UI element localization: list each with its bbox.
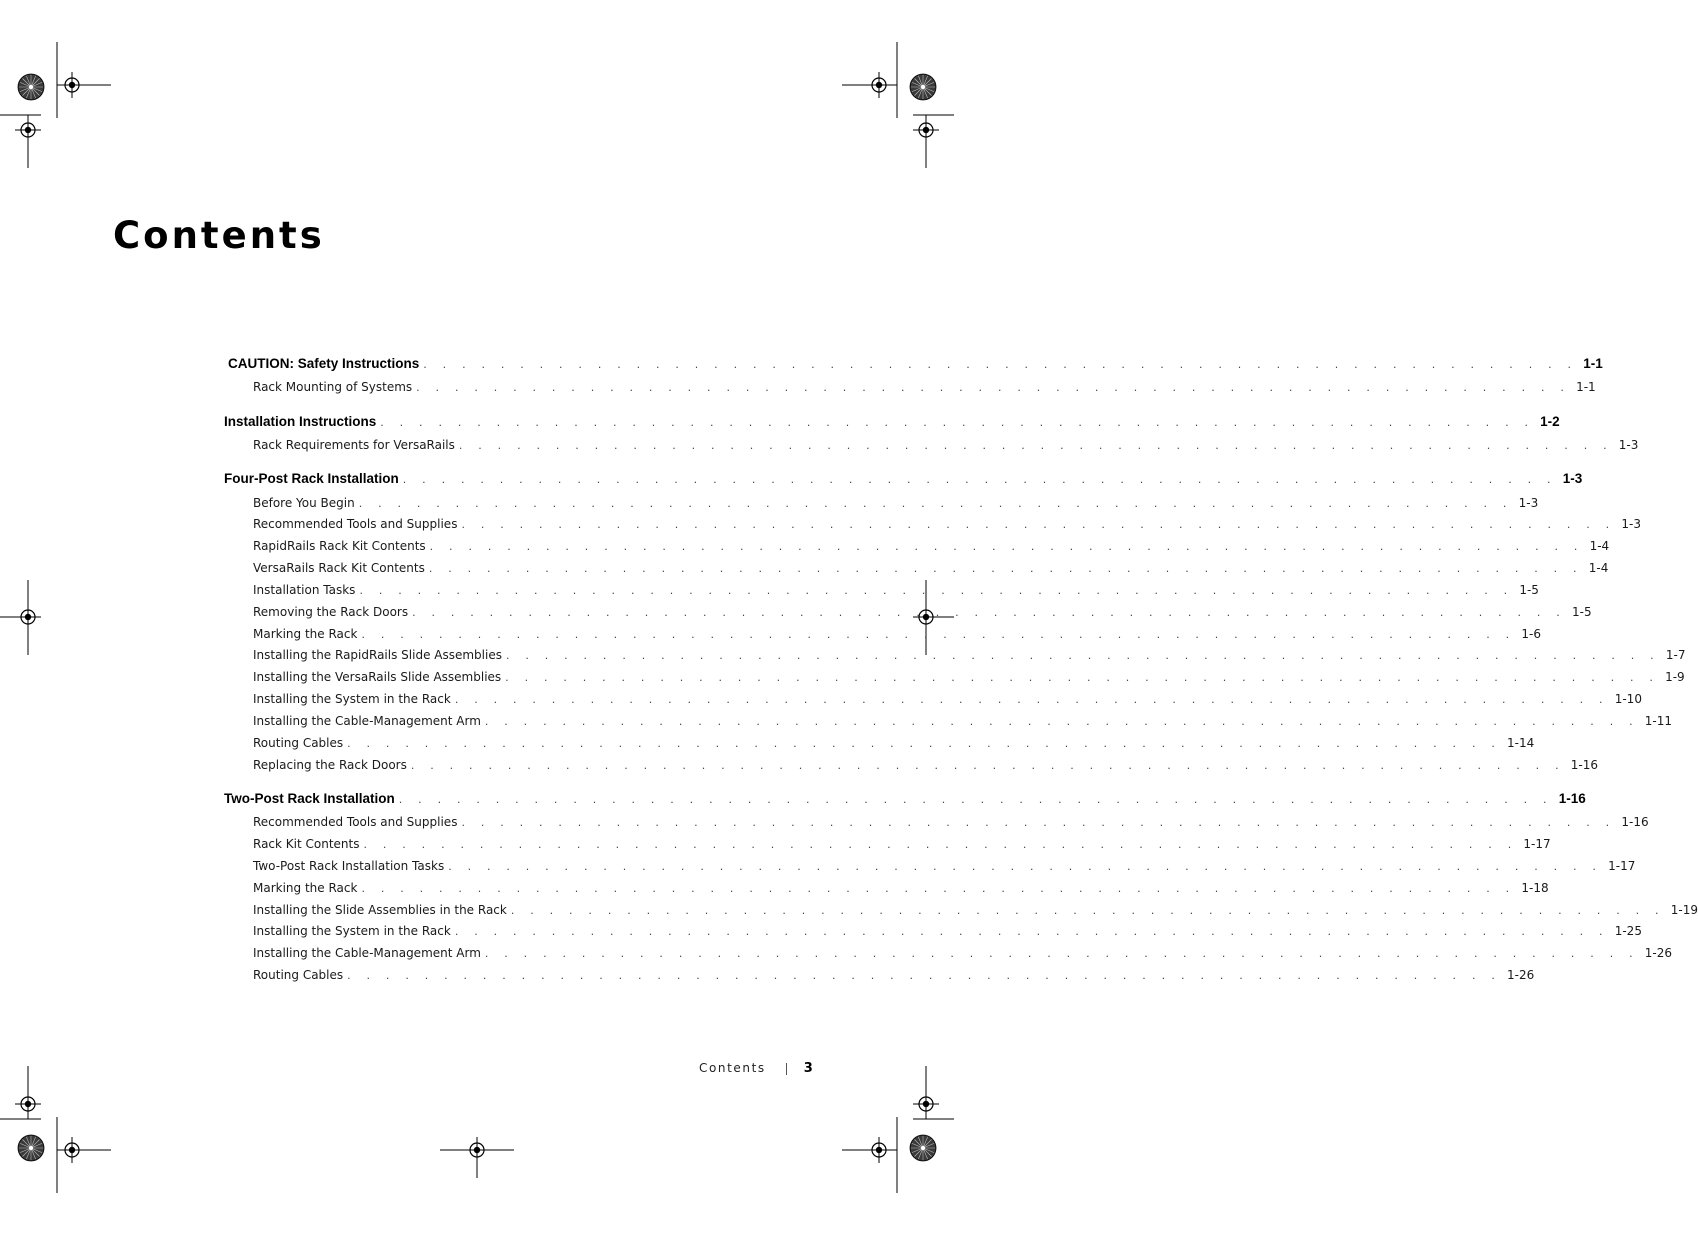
toc-entry[interactable] [253, 714, 1673, 732]
toc-leader-dots: . . . . . . . . . . . . . . . . . . . . . . . . . . . . . . . . . . . . . . . . . . . . . . . . . . . . . . . . . . . . [429, 540, 1584, 553]
toc-leader-dots: . . . . . . . . . . . . . . . . . . . . . . . . . . . . . . . . . . . . . . . . . . . . . . . . . . . . . . . . . . . . [363, 838, 1518, 851]
toc-section[interactable] [224, 471, 1583, 489]
toc-leader-dots: . . . . . . . . . . . . . . . . . . . . . . . . . . . . . . . . . . . . . . . . . . . . . . . . . . . . . . . . . . . . [428, 562, 1583, 575]
toc-page-number: 1-16 [1621, 815, 1649, 829]
toc-leader-dots: . . . . . . . . . . . . . . . . . . . . . . . . . . . . . . . . . . . . . . . . . . . . . . . . . . . . . . . . . . . . [448, 860, 1603, 873]
toc-leader-dots: . . . . . . . . . . . . . . . . . . . . . . . . . . . . . . . . . . . . . . . . . . . . . . . . . . . . . . . . . . . . [461, 816, 1616, 829]
toc-label: Routing Cables [253, 736, 344, 750]
toc-entry[interactable] [253, 670, 1685, 688]
toc-page-number: 1-4 [1588, 561, 1609, 575]
toc-page-number: 1-1 [1583, 356, 1603, 371]
toc-entry[interactable] [253, 605, 1592, 623]
toc-label: Marking the Rack [253, 627, 358, 641]
toc-leader-dots: . . . . . . . . . . . . . . . . . . . . . . . . . . . . . . . . . . . . . . . . . . . . . . . . . . . . . . . . . . . . [454, 925, 1609, 938]
toc-section[interactable] [228, 356, 1603, 374]
toc-label: CAUTION: Safety Instructions [228, 356, 420, 371]
toc-page-number: 1-25 [1614, 924, 1642, 938]
toc-page-number: 1-16 [1570, 758, 1599, 772]
toc-leader-dots: . . . . . . . . . . . . . . . . . . . . . . . . . . . . . . . . . . . . . . . . . . . . . . . . . . . . . . . . . . . . [461, 518, 1616, 531]
toc-label: Installing the System in the Rack [253, 692, 451, 706]
toc-page-number: 1-3 [1562, 471, 1583, 486]
page-number: 3 [803, 1061, 813, 1076]
toc-page-number: 1-17 [1608, 859, 1636, 873]
toc-page-number: 1-11 [1644, 714, 1673, 728]
toc-entry[interactable] [253, 539, 1610, 557]
toc-entry[interactable] [253, 758, 1599, 776]
toc-label: Four-Post Rack Installation [224, 471, 399, 486]
toc-label: Rack Kit Contents [253, 837, 360, 851]
toc-entry[interactable] [253, 517, 1641, 535]
toc-leader-dots: . . . . . . . . . . . . . . . . . . . . . . . . . . . . . . . . . . . . . . . . . . . . . . . . . . . . . . . . . . . . [458, 439, 1613, 452]
toc-label: Installing the Cable-Management Arm [253, 946, 481, 960]
toc-page-number: 1-1 [1576, 380, 1596, 394]
toc-leader-dots: . . . . . . . . . . . . . . . . . . . . . . . . . . . . . . . . . . . . . . . . . . . . . . . . . . . . . . . . . . . . [358, 497, 1513, 510]
toc-leader-dots: . . . . . . . . . . . . . . . . . . . . . . . . . . . . . . . . . . . . . . . . . . . . . . . . . . . . . . . . . . . . [484, 715, 1639, 728]
toc-entry[interactable] [253, 380, 1596, 398]
toc-leader-dots: . . . . . . . . . . . . . . . . . . . . . . . . . . . . . . . . . . . . . . . . . . . . . . . . . . . . . . . . . . . . [347, 737, 1502, 750]
toc-leader-dots: . . . . . . . . . . . . . . . . . . . . . . . . . . . . . . . . . . . . . . . . . . . . . . . . . . . . . . . . . . . . [380, 416, 1535, 429]
toc-leader-dots: . . . . . . . . . . . . . . . . . . . . . . . . . . . . . . . . . . . . . . . . . . . . . . . . . . . . . . . . . . . . [410, 759, 1565, 772]
toc-page-number: 1-18 [1521, 881, 1549, 895]
toc-entry[interactable] [253, 496, 1539, 514]
page-title: Contents [113, 214, 325, 257]
toc-leader-dots: . . . . . . . . . . . . . . . . . . . . . . . . . . . . . . . . . . . . . . . . . . . . . . . . . . . . . . . . . . . . [484, 947, 1639, 960]
toc-label: RapidRails Rack Kit Contents [253, 539, 426, 553]
toc-entry[interactable] [253, 692, 1642, 710]
footer-label: Contents [699, 1061, 766, 1075]
toc-label: Rack Mounting of Systems [253, 380, 413, 394]
toc-label: Installing the RapidRails Slide Assemblies [253, 648, 502, 662]
toc-leader-dots: . . . . . . . . . . . . . . . . . . . . . . . . . . . . . . . . . . . . . . . . . . . . . . . . . . . . . . . . . . . . [361, 882, 1516, 895]
toc-leader-dots: . . . . . . . . . . . . . . . . . . . . . . . . . . . . . . . . . . . . . . . . . . . . . . . . . . . . . . . . . . . . [361, 628, 1516, 641]
toc-leader-dots: . . . . . . . . . . . . . . . . . . . . . . . . . . . . . . . . . . . . . . . . . . . . . . . . . . . . . . . . . . . . [416, 381, 1571, 394]
toc-entry[interactable] [253, 924, 1642, 942]
toc-page-number: 1-19 [1670, 903, 1698, 917]
toc-page-number: 1-2 [1540, 414, 1560, 429]
toc-label: Rack Requirements for VersaRails [253, 438, 455, 452]
toc-page-number: 1-17 [1523, 837, 1551, 851]
toc-entry[interactable] [253, 648, 1686, 666]
toc-label: Marking the Rack [253, 881, 358, 895]
toc-page-number: 1-9 [1665, 670, 1685, 684]
toc-page-number: 1-5 [1572, 605, 1592, 619]
toc-label: Installing the VersaRails Slide Assemblies [253, 670, 502, 684]
toc-entry[interactable] [253, 561, 1609, 579]
toc-label: Installing the System in the Rack [253, 924, 451, 938]
toc-page-number: 1-7 [1665, 648, 1686, 662]
toc-entry[interactable] [253, 946, 1673, 964]
toc-label: Recommended Tools and Supplies [253, 517, 458, 531]
toc-leader-dots: . . . . . . . . . . . . . . . . . . . . . . . . . . . . . . . . . . . . . . . . . . . . . . . . . . . . . . . . . . . . [505, 649, 1660, 662]
toc-leader-dots: . . . . . . . . . . . . . . . . . . . . . . . . . . . . . . . . . . . . . . . . . . . . . . . . . . . . . . . . . . . . [402, 473, 1557, 486]
page-footer [699, 1061, 813, 1076]
toc-page-number: 1-6 [1521, 627, 1541, 641]
toc-page-number: 1-26 [1507, 968, 1535, 982]
toc-leader-dots: . . . . . . . . . . . . . . . . . . . . . . . . . . . . . . . . . . . . . . . . . . . . . . . . . . . . . . . . . . . . [412, 606, 1566, 619]
toc-entry[interactable] [253, 627, 1541, 645]
toc-label: Removing the Rack Doors [253, 605, 409, 619]
toc-label: Two-Post Rack Installation [224, 791, 395, 806]
toc-leader-dots: . . . . . . . . . . . . . . . . . . . . . . . . . . . . . . . . . . . . . . . . . . . . . . . . . . . . . . . . . . . . [359, 584, 1514, 597]
toc-section[interactable] [224, 791, 1586, 809]
toc-page-number: 1-14 [1507, 736, 1535, 750]
toc-leader-dots: . . . . . . . . . . . . . . . . . . . . . . . . . . . . . . . . . . . . . . . . . . . . . . . . . . . . . . . . . . . . [505, 671, 1660, 684]
toc-entry[interactable] [253, 859, 1636, 877]
toc-page-number: 1-5 [1519, 583, 1539, 597]
toc-label: Before You Begin [253, 496, 355, 510]
toc-entry[interactable] [253, 815, 1649, 833]
toc-entry[interactable] [253, 968, 1535, 986]
toc-label: Installing the Cable-Management Arm [253, 714, 481, 728]
toc-label: Replacing the Rack Doors [253, 758, 407, 772]
toc-entry[interactable] [253, 438, 1639, 456]
toc-entry[interactable] [253, 736, 1535, 754]
toc-page-number: 1-4 [1589, 539, 1610, 553]
toc-leader-dots: . . . . . . . . . . . . . . . . . . . . . . . . . . . . . . . . . . . . . . . . . . . . . . . . . . . . . . . . . . . . [347, 969, 1502, 982]
toc-entry[interactable] [253, 583, 1539, 601]
toc-entry[interactable] [253, 837, 1551, 855]
toc-label: Routing Cables [253, 968, 344, 982]
toc-page-number: 1-10 [1614, 692, 1642, 706]
toc-leader-dots: . . . . . . . . . . . . . . . . . . . . . . . . . . . . . . . . . . . . . . . . . . . . . . . . . . . . . . . . . . . . [454, 693, 1609, 706]
toc-label: Installing the Slide Assemblies in the Rack [253, 903, 507, 917]
footer-divider [786, 1063, 787, 1075]
toc-page-number: 1-26 [1644, 946, 1673, 960]
toc-entry[interactable] [253, 881, 1549, 899]
toc-page-number: 1-3 [1518, 496, 1539, 510]
toc-label: Two-Post Rack Installation Tasks [253, 859, 445, 873]
toc-leader-dots: . . . . . . . . . . . . . . . . . . . . . . . . . . . . . . . . . . . . . . . . . . . . . . . . . . . . . . . . . . . . [398, 793, 1553, 806]
toc-entry[interactable] [253, 903, 1698, 921]
toc-page-number: 1-16 [1558, 791, 1586, 806]
toc-leader-dots: . . . . . . . . . . . . . . . . . . . . . . . . . . . . . . . . . . . . . . . . . . . . . . . . . . . . . . . . . . . . [510, 904, 1665, 917]
toc-label: Recommended Tools and Supplies [253, 815, 458, 829]
toc-label: Installation Instructions [224, 414, 377, 429]
toc-page-number: 1-3 [1618, 438, 1639, 452]
toc-label: VersaRails Rack Kit Contents [253, 561, 425, 575]
toc-section[interactable] [224, 414, 1560, 432]
toc-label: Installation Tasks [253, 583, 356, 597]
toc-page-number: 1-3 [1621, 517, 1641, 531]
toc-leader-dots: . . . . . . . . . . . . . . . . . . . . . . . . . . . . . . . . . . . . . . . . . . . . . . . . . . . . . . . . . . . . [423, 358, 1578, 371]
